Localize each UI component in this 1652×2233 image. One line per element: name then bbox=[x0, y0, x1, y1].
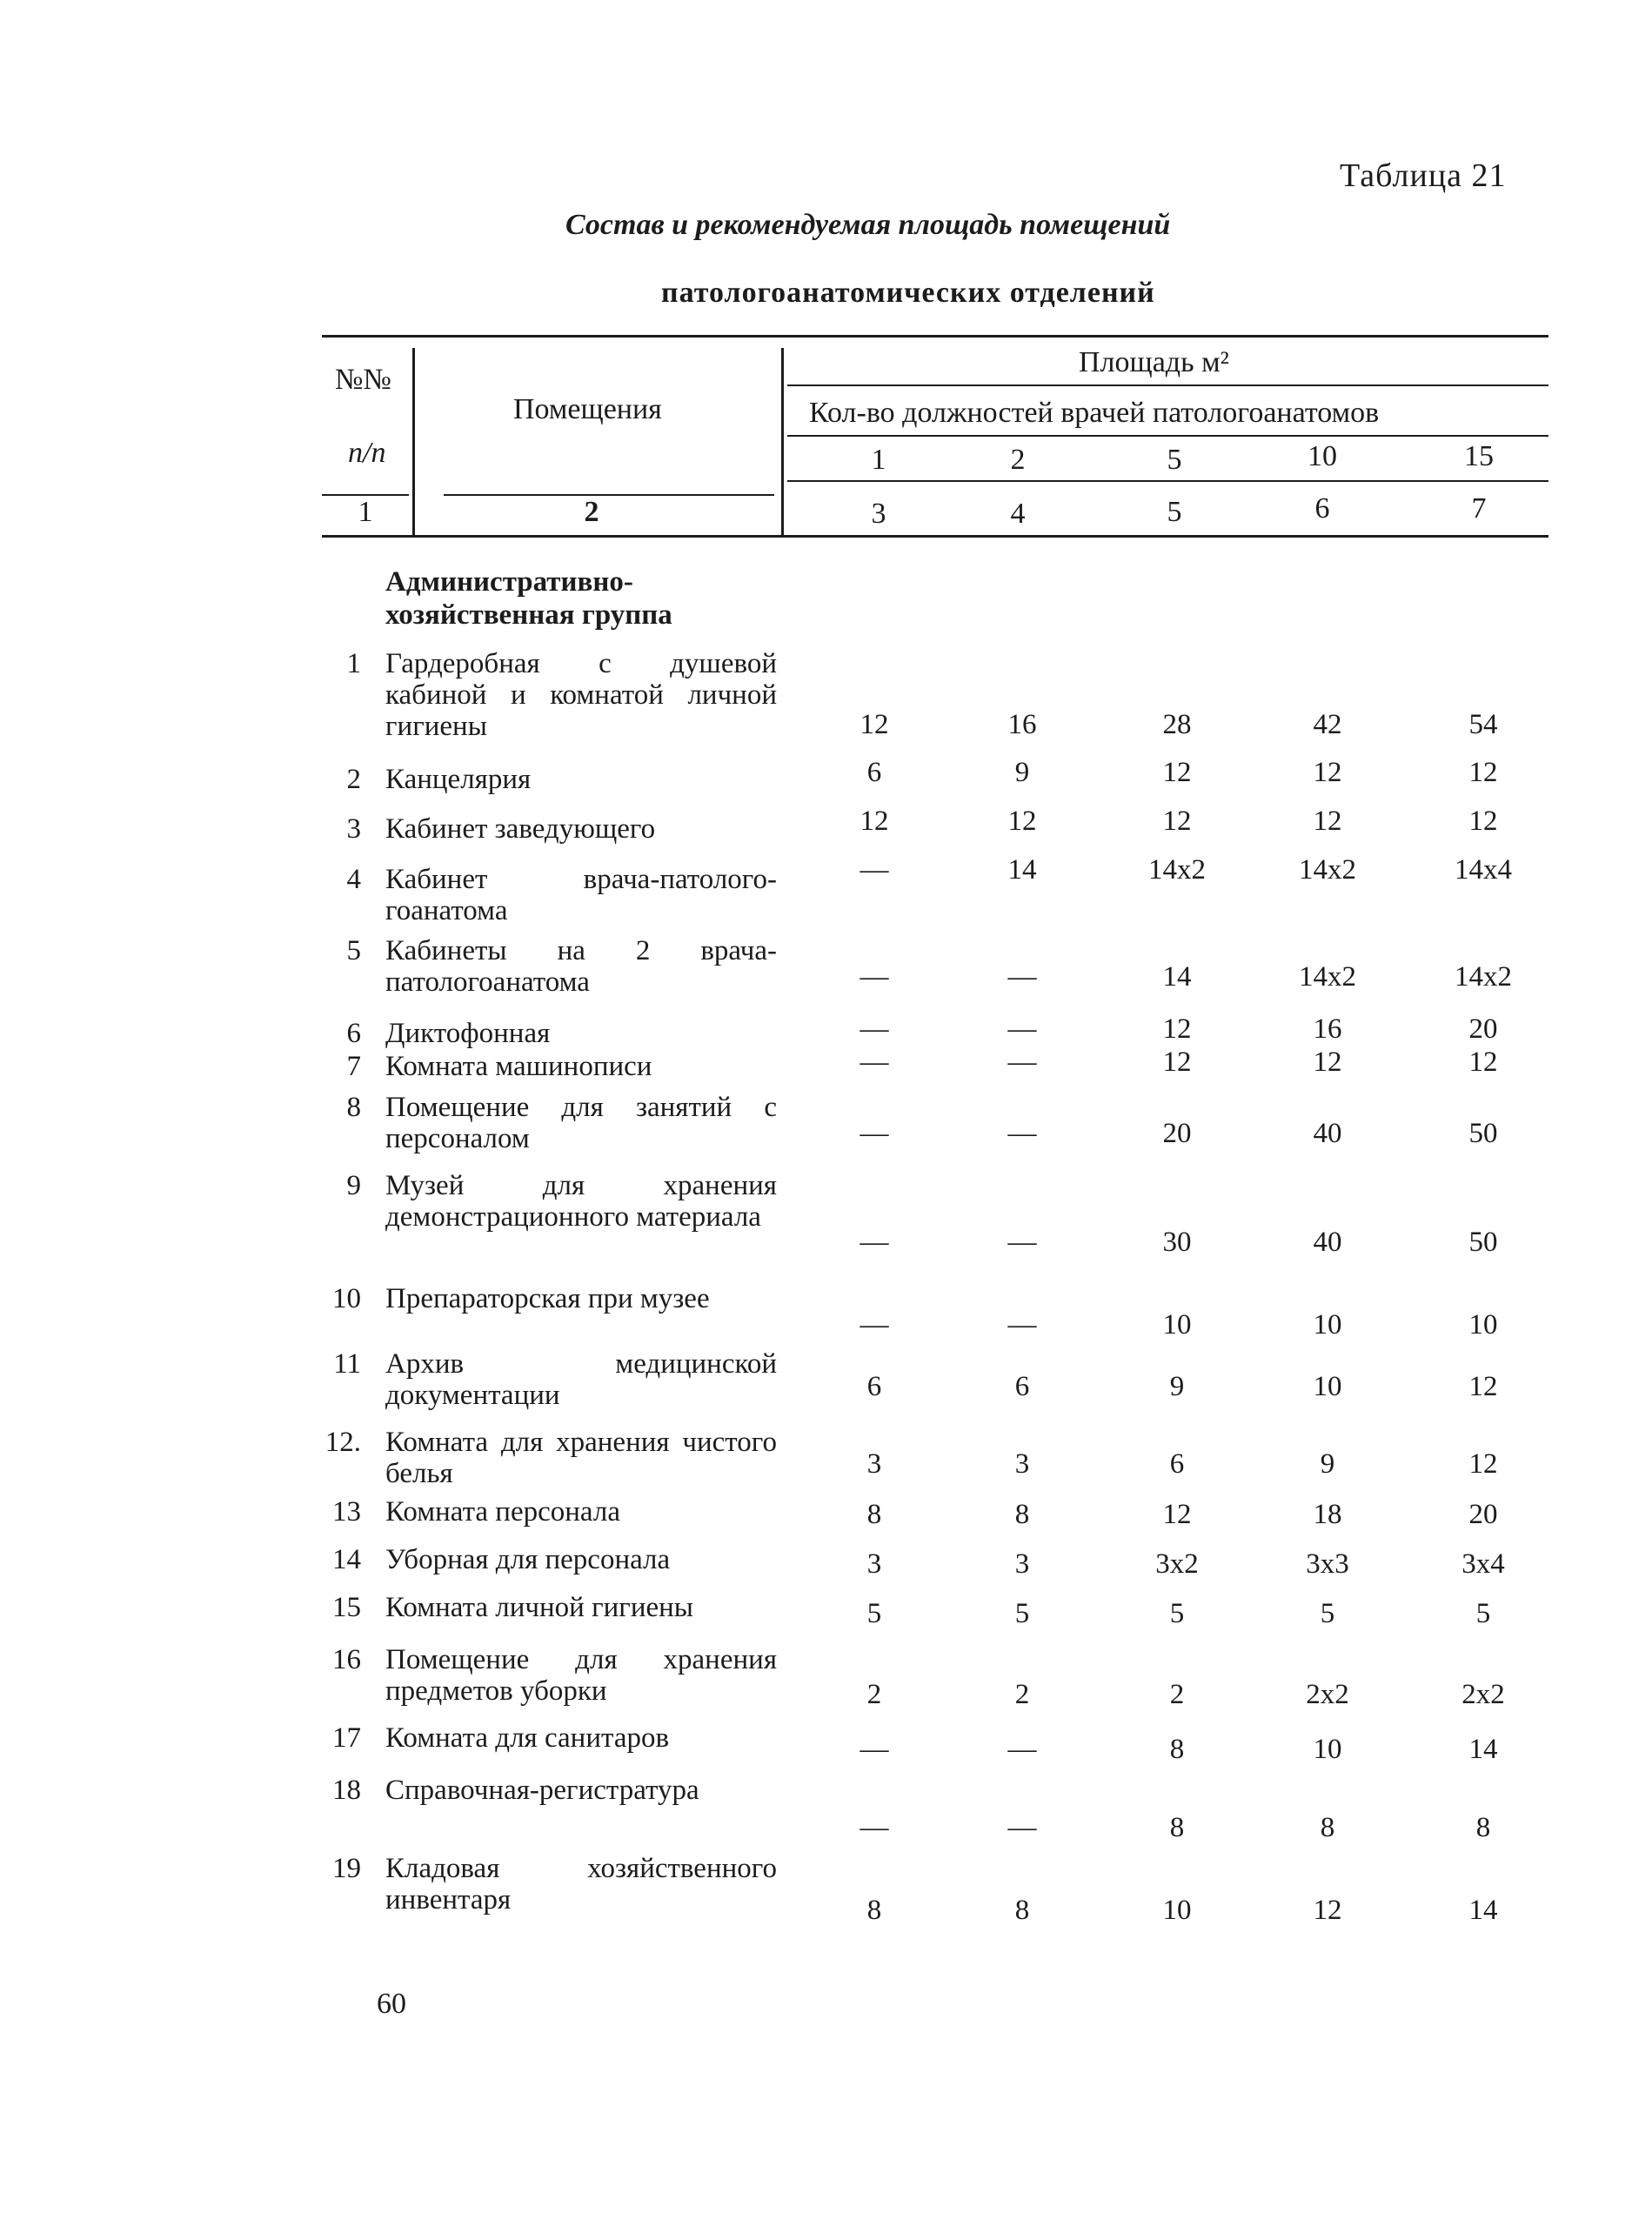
area-value: 9 bbox=[1320, 1448, 1335, 1480]
area-value: 8 bbox=[1014, 1895, 1030, 1926]
area-value: — bbox=[1007, 1734, 1037, 1765]
area-value: — bbox=[859, 961, 889, 993]
column-number: 1 bbox=[358, 496, 373, 528]
area-value: 6 bbox=[866, 1371, 882, 1402]
staff-count: 1 bbox=[871, 444, 886, 476]
area-value: — bbox=[1007, 961, 1037, 993]
area-value: 16 bbox=[1313, 1013, 1342, 1045]
area-value: 8 bbox=[866, 1895, 882, 1926]
header-divider-2 bbox=[781, 348, 784, 538]
room-name: Архив медицинской документации bbox=[385, 1348, 777, 1411]
area-value: — bbox=[859, 1046, 889, 1078]
header-bottom-rule bbox=[322, 535, 1548, 538]
group-title: Административно-хозяйственная группа bbox=[385, 566, 672, 631]
area-value: 28 bbox=[1162, 709, 1192, 740]
area-value: 2 bbox=[866, 1679, 882, 1710]
area-value: 5 bbox=[1475, 1598, 1491, 1629]
area-value: 12 bbox=[1468, 1448, 1498, 1480]
area-value: 8 bbox=[1169, 1812, 1185, 1843]
area-value: 40 bbox=[1313, 1227, 1342, 1258]
area-value: 16 bbox=[1007, 709, 1037, 740]
table-title: Состав и рекомендуемая площадь помещений bbox=[565, 209, 1171, 241]
area-value: 8 bbox=[1320, 1812, 1335, 1843]
area-value: — bbox=[859, 1734, 889, 1765]
room-name: Кабинет врача-патолого-гоанатома bbox=[385, 864, 777, 926]
area-value: 12 bbox=[1313, 1895, 1342, 1926]
room-name: Комната личной гигиены bbox=[385, 1592, 693, 1623]
area-value: — bbox=[1007, 1046, 1037, 1078]
area-value: 14x4 bbox=[1455, 854, 1512, 886]
area-value: 3 bbox=[1014, 1548, 1030, 1580]
area-value: 12 bbox=[1162, 1499, 1192, 1530]
area-value: 20 bbox=[1468, 1013, 1498, 1045]
room-name: Кабинеты на 2 врача-патологоанатома bbox=[385, 935, 777, 998]
room-name: Кабинет заведующего bbox=[385, 813, 656, 845]
area-value: 10 bbox=[1313, 1371, 1342, 1402]
area-value: 18 bbox=[1313, 1499, 1342, 1530]
row-number: 1 bbox=[346, 648, 361, 679]
room-name: Комната машинописи bbox=[385, 1051, 652, 1082]
row-number: 11 bbox=[333, 1348, 361, 1380]
column-number: 5 bbox=[1167, 496, 1182, 528]
area-value: — bbox=[1007, 1013, 1037, 1045]
area-value: 30 bbox=[1162, 1227, 1192, 1258]
area-value: 2x2 bbox=[1306, 1679, 1349, 1710]
room-name: Диктофонная bbox=[385, 1018, 551, 1049]
num-header-2: п/п bbox=[348, 437, 386, 469]
row-number: 2 bbox=[346, 764, 361, 795]
row-number: 17 bbox=[332, 1722, 361, 1754]
row-number: 4 bbox=[346, 864, 361, 895]
area-value: 3x4 bbox=[1461, 1548, 1505, 1580]
area-value: 12 bbox=[1313, 1046, 1342, 1078]
area-value: — bbox=[1007, 1812, 1037, 1843]
row-number: 10 bbox=[332, 1283, 361, 1314]
area-value: 8 bbox=[1169, 1734, 1185, 1765]
row-number: 18 bbox=[332, 1775, 361, 1806]
area-value: 6 bbox=[1169, 1448, 1185, 1480]
area-value: — bbox=[859, 1812, 889, 1843]
row-number: 12. bbox=[324, 1427, 361, 1458]
area-value: 5 bbox=[1320, 1598, 1335, 1629]
rooms-header: Помещения bbox=[513, 393, 662, 425]
column-number: 7 bbox=[1471, 492, 1487, 525]
area-value: 12 bbox=[1468, 1371, 1498, 1402]
area-value: 6 bbox=[1014, 1371, 1030, 1402]
area-value: 12 bbox=[1468, 757, 1498, 788]
area-value: 10 bbox=[1313, 1734, 1342, 1765]
area-value: — bbox=[859, 1013, 889, 1045]
area-value: 14x2 bbox=[1299, 961, 1356, 993]
area-value: 6 bbox=[866, 757, 882, 788]
area-value: 20 bbox=[1162, 1118, 1192, 1149]
area-value: 12 bbox=[859, 806, 889, 837]
area-value: 12 bbox=[1313, 757, 1342, 788]
area-value: 10 bbox=[1162, 1895, 1192, 1926]
area-header: Площадь м² bbox=[1079, 346, 1229, 378]
area-value: 3x2 bbox=[1155, 1548, 1199, 1580]
column-number: 2 bbox=[584, 496, 599, 528]
area-value: 8 bbox=[866, 1499, 882, 1530]
area-value: 12 bbox=[1468, 806, 1498, 837]
area-rule bbox=[787, 384, 1548, 386]
area-value: 3 bbox=[866, 1548, 882, 1580]
row-number: 3 bbox=[346, 813, 361, 845]
area-value: 12 bbox=[859, 709, 889, 740]
row-number: 8 bbox=[346, 1092, 361, 1123]
area-value: — bbox=[859, 1118, 889, 1149]
area-value: 20 bbox=[1468, 1499, 1498, 1530]
area-value: 40 bbox=[1313, 1118, 1342, 1149]
num-header-1: №№ bbox=[335, 364, 391, 396]
area-value: 10 bbox=[1162, 1309, 1192, 1340]
room-name: Комната персонала bbox=[385, 1496, 620, 1528]
room-name: Канцелярия bbox=[385, 764, 532, 795]
area-value: — bbox=[1007, 1227, 1037, 1258]
room-name: Помещение для хранения предметов уборки bbox=[385, 1644, 777, 1707]
row-number: 15 bbox=[332, 1592, 361, 1623]
area-value: 9 bbox=[1169, 1371, 1185, 1402]
area-value: 12 bbox=[1162, 757, 1192, 788]
page-number: 60 bbox=[377, 1988, 406, 2020]
area-value: 8 bbox=[1014, 1499, 1030, 1530]
area-value: — bbox=[859, 1309, 889, 1340]
area-value: 2 bbox=[1169, 1679, 1185, 1710]
row-number: 13 bbox=[332, 1496, 361, 1528]
area-value: 12 bbox=[1162, 806, 1192, 837]
staff-count: 15 bbox=[1464, 440, 1494, 472]
area-value: 14x2 bbox=[1299, 854, 1356, 886]
staff-count: 10 bbox=[1308, 440, 1337, 472]
column-number: 3 bbox=[871, 498, 886, 530]
area-value: 9 bbox=[1014, 757, 1030, 788]
area-value: 54 bbox=[1468, 709, 1498, 740]
room-name: Справочная-регистратура bbox=[385, 1775, 699, 1806]
area-value: 12 bbox=[1313, 806, 1342, 837]
column-number: 4 bbox=[1010, 498, 1026, 530]
table-label: Таблица 21 bbox=[1340, 157, 1507, 194]
area-value: 14 bbox=[1468, 1734, 1498, 1765]
room-name: Помещение для занятий с персоналом bbox=[385, 1092, 777, 1154]
area-value: — bbox=[1007, 1309, 1037, 1340]
area-value: 5 bbox=[1169, 1598, 1185, 1629]
area-value: — bbox=[859, 854, 889, 886]
area-value: — bbox=[1007, 1118, 1037, 1149]
area-value: 14 bbox=[1007, 854, 1037, 886]
area-value: — bbox=[859, 1227, 889, 1258]
room-name: Уборная для персонала bbox=[385, 1544, 671, 1575]
table-subtitle: патологоанатомических отделений bbox=[661, 277, 1155, 309]
staff-rule bbox=[787, 435, 1548, 437]
header-top-rule bbox=[322, 335, 1548, 338]
staff-header: Кол-во должностей врачей патологоанатомов bbox=[809, 397, 1380, 429]
column-number: 6 bbox=[1314, 492, 1330, 525]
room-name: Препараторская при музее bbox=[385, 1283, 710, 1314]
area-value: 8 bbox=[1475, 1812, 1491, 1843]
area-value: 10 bbox=[1313, 1309, 1342, 1340]
row-number: 6 bbox=[346, 1018, 361, 1049]
area-value: 14x2 bbox=[1148, 854, 1206, 886]
room-name: Музей для хранения демонстрационного материала bbox=[385, 1170, 777, 1233]
staff-count: 2 bbox=[1010, 444, 1026, 476]
area-value: 14 bbox=[1468, 1895, 1498, 1926]
area-value: 12 bbox=[1162, 1046, 1192, 1078]
room-name: Кладовая хозяйственного инвентаря bbox=[385, 1853, 777, 1915]
room-name: Комната для санитаров bbox=[385, 1722, 670, 1754]
area-value: 42 bbox=[1313, 709, 1342, 740]
area-value: 5 bbox=[1014, 1598, 1030, 1629]
area-value: 2x2 bbox=[1461, 1679, 1505, 1710]
room-name: Гардеробная с душевой кабиной и комнатой личной гигиены bbox=[385, 648, 777, 742]
area-value: 5 bbox=[866, 1598, 882, 1629]
row-number: 9 bbox=[346, 1170, 361, 1201]
area-value: 12 bbox=[1468, 1046, 1498, 1078]
area-value: 3x3 bbox=[1306, 1548, 1349, 1580]
area-value: 3 bbox=[1014, 1448, 1030, 1480]
header-divider-1 bbox=[412, 348, 415, 538]
area-value: 14x2 bbox=[1455, 961, 1512, 993]
area-value: 3 bbox=[866, 1448, 882, 1480]
area-value: 12 bbox=[1007, 806, 1037, 837]
area-value: 50 bbox=[1468, 1118, 1498, 1149]
row-number: 19 bbox=[332, 1853, 361, 1884]
area-value: 12 bbox=[1162, 1013, 1192, 1045]
row-number: 7 bbox=[346, 1051, 361, 1082]
area-value: 2 bbox=[1014, 1679, 1030, 1710]
staff-count: 5 bbox=[1167, 444, 1182, 476]
room-name: Комната для хранения чистого белья bbox=[385, 1427, 777, 1489]
area-value: 14 bbox=[1162, 961, 1192, 993]
area-value: 10 bbox=[1468, 1309, 1498, 1340]
row-number: 14 bbox=[332, 1544, 361, 1575]
row-number: 5 bbox=[346, 935, 361, 966]
area-value: 50 bbox=[1468, 1227, 1498, 1258]
row-number: 16 bbox=[332, 1644, 361, 1675]
counts-rule bbox=[787, 480, 1548, 482]
